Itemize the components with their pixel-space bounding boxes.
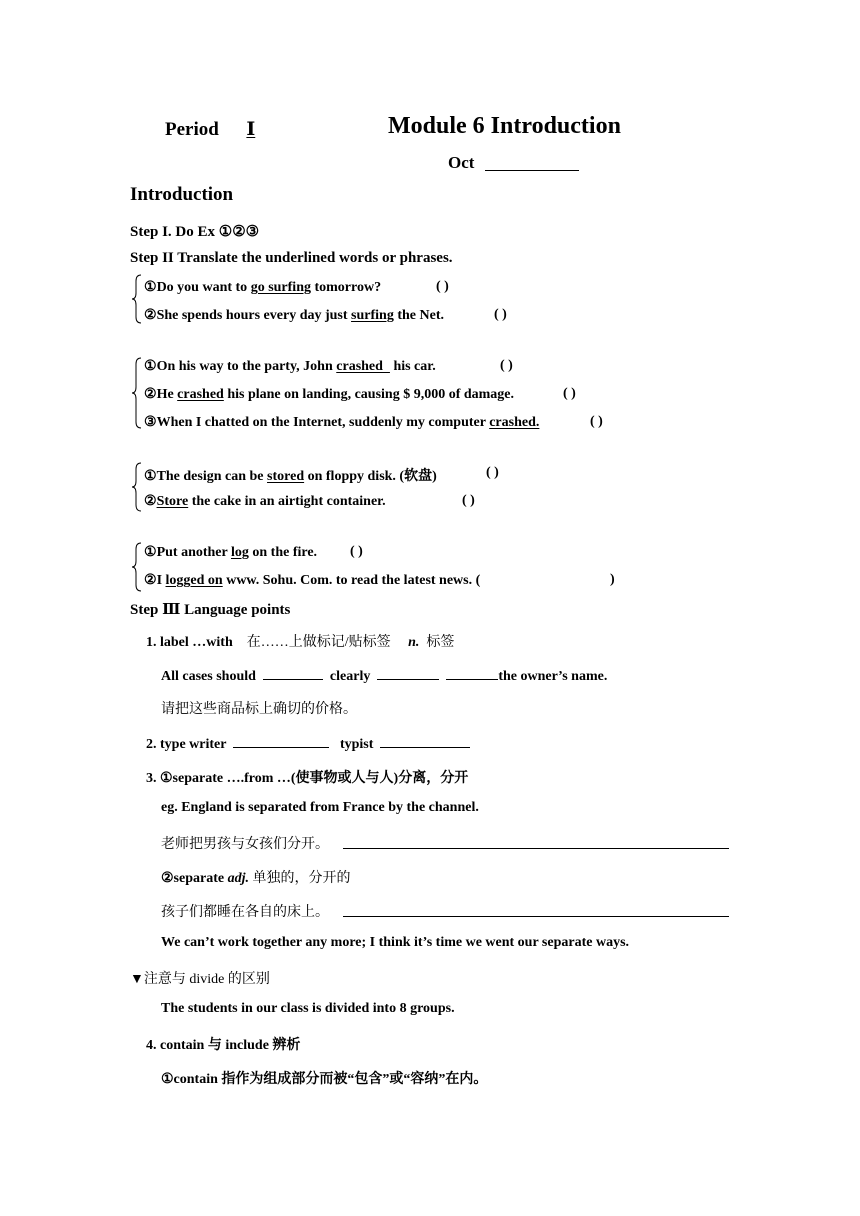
period-label: Period Ⅰ xyxy=(165,118,283,141)
answer-line xyxy=(343,848,729,849)
answer-line xyxy=(343,916,729,917)
step2-title: Step II Translate the underlined words or phrases. xyxy=(130,250,453,266)
note-example: The students in our class is divided into 8 groups. xyxy=(161,1001,455,1016)
answer-paren: ) xyxy=(610,572,615,587)
point3-heading: 3. ①separate ….from …(使事物或人与人)分离，分开 xyxy=(146,771,469,786)
point3-example: eg. England is separated from France by the channel. xyxy=(161,800,479,815)
answer-paren: ( ) xyxy=(436,279,449,294)
brace-icon xyxy=(131,356,143,430)
list-item: ①On his way to the party, John crashed his car. xyxy=(144,359,436,374)
point3-chinese-1: 老师把男孩与女孩们分开。 xyxy=(161,837,329,852)
answer-paren: ( ) xyxy=(563,386,576,401)
list-item: ②She spends hours every day just surfing the Net. xyxy=(144,308,444,323)
point4-sub: ①contain 指作为组成部分而被“包含”或“容纳”在内。 xyxy=(161,1072,488,1087)
answer-paren: ( ) xyxy=(350,544,363,559)
list-item: ①The design can be stored on floppy disk. (软盘) xyxy=(144,469,437,484)
point1-chinese: 请把这些商品标上确切的价格。 xyxy=(161,702,357,717)
date-label: Oct xyxy=(448,153,475,172)
point1-heading: 1. label …with 在……上做标记/贴标签 n. 标签 xyxy=(146,635,455,650)
list-item: ②I logged on www. Sohu. Com. to read the latest news. ( xyxy=(144,573,481,588)
answer-paren: ( ) xyxy=(590,414,603,429)
point3-chinese-2: 孩子们都睡在各自的床上。 xyxy=(161,905,329,920)
brace-icon xyxy=(131,273,143,325)
list-item: ①Put another log on the fire. xyxy=(144,545,318,560)
step3-title: Step Ⅲ Language points xyxy=(130,602,291,618)
list-item: ②He crashed his plane on landing, causing $ 9,000 of damage. xyxy=(144,387,515,402)
answer-paren: ( ) xyxy=(494,307,507,322)
point2: 2. type writer typist xyxy=(146,733,470,753)
period-value: Ⅰ xyxy=(246,119,256,140)
point3-example-2: We can’t work together any more; I think it’s time we went our separate ways. xyxy=(161,935,630,950)
answer-paren: ( ) xyxy=(500,358,513,373)
step1-title: Step I. Do Ex ①②③ xyxy=(130,224,260,240)
point3-sub: ②separate adj. 单独的，分开的 xyxy=(161,871,351,886)
list-item: ③When I chatted on the Internet, suddenly my computer crashed. xyxy=(144,415,540,430)
point1-example: All cases should clearly the owner’s name. xyxy=(161,665,607,685)
answer-paren: ( ) xyxy=(486,465,499,480)
list-item: ②Store the cake in an airtight container. xyxy=(144,494,386,509)
answer-paren: ( ) xyxy=(462,493,475,508)
page-title: Module 6 Introduction xyxy=(388,113,621,139)
list-item: ①Do you want to go surfing tomorrow? xyxy=(144,280,382,295)
point4-heading: 4. contain 与 include 辨析 xyxy=(146,1038,301,1053)
note-heading: ▼注意与 divide 的区别 xyxy=(130,972,270,987)
section-title: Introduction xyxy=(130,184,234,205)
brace-icon xyxy=(131,541,143,593)
brace-icon xyxy=(131,461,143,513)
date-blank xyxy=(485,170,579,171)
